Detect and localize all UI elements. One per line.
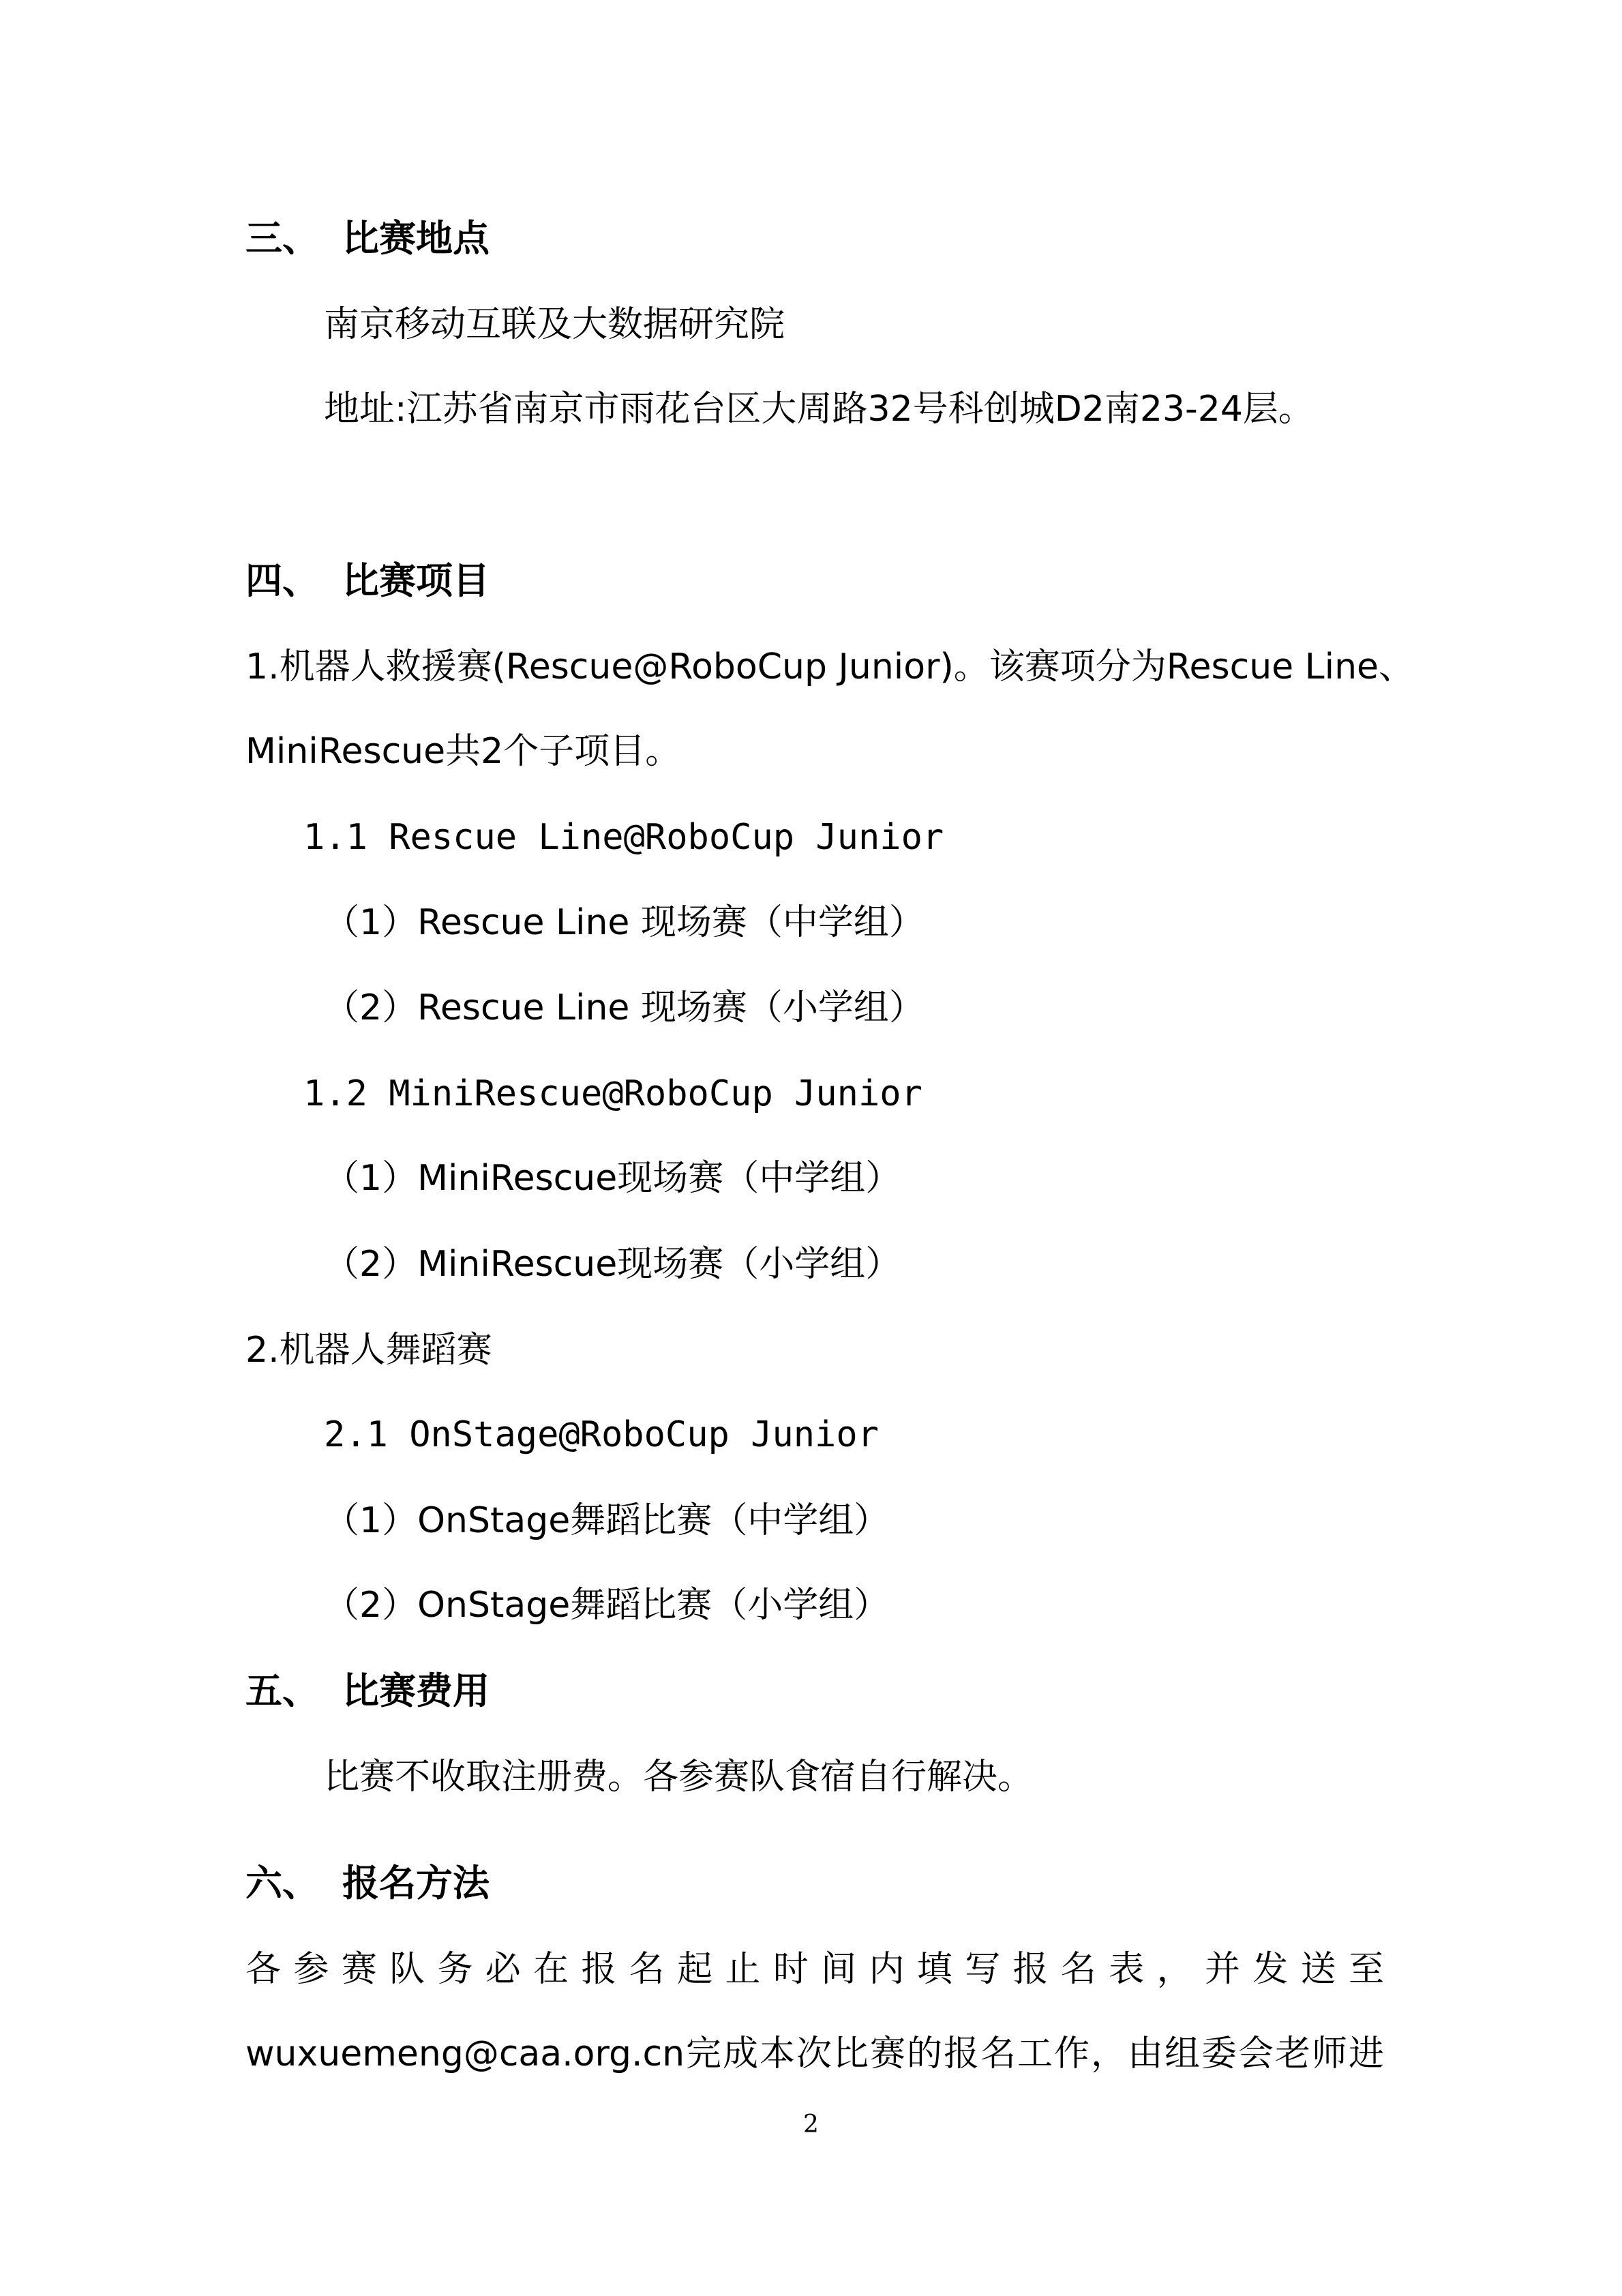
- section-4-heading: [245, 559, 490, 603]
- subitem-1-2: 1.2 MiniRescue@RoboCup Junior: [303, 1073, 922, 1114]
- item-1-line-2: MiniRescue共2个子项目。: [245, 731, 681, 772]
- section-3-title: 比赛地点: [342, 217, 490, 260]
- section-6-heading: [245, 1862, 490, 1905]
- page-number: 2: [803, 2111, 819, 2138]
- section-5-number: 五、: [245, 1669, 319, 1712]
- venue-name: 南京移动互联及大数据研究院: [324, 304, 785, 345]
- section-5-heading: [245, 1669, 490, 1713]
- subitem-1-1-b: （2）Rescue Line 现场赛（小学组）: [324, 987, 925, 1028]
- venue-address: 地址:江苏省南京市雨花台区大周路32号科创城D2南23-24层。: [324, 389, 1314, 430]
- registration-line-1: 各参赛队务必在报名起止时间内填写报名表，并发送至: [245, 1949, 1384, 1990]
- section-4-title: 比赛项目: [342, 559, 490, 602]
- section-5-title: 比赛费用: [342, 1669, 490, 1712]
- section-6-number: 六、: [245, 1862, 319, 1905]
- subitem-1-2-b: （2）MiniRescue现场赛（小学组）: [324, 1244, 901, 1285]
- fee-text: 比赛不收取注册费。各参赛队食宿自行解决。: [324, 1757, 1034, 1798]
- subitem-2-1-a: （1）OnStage舞蹈比赛（中学组）: [324, 1500, 890, 1541]
- section-6-title: 报名方法: [342, 1862, 490, 1905]
- section-3-number: 三、: [245, 217, 319, 260]
- subitem-1-1-a: （1）Rescue Line 现场赛（中学组）: [324, 902, 925, 943]
- subitem-1-2-a: （1）MiniRescue现场赛（中学组）: [324, 1158, 901, 1199]
- item-1-line-1: 1.机器人救援赛(Rescue@RoboCup Junior)。该赛项分为Rescue Line、: [245, 646, 1415, 687]
- subitem-1-1: 1.1 Rescue Line@RoboCup Junior: [303, 817, 944, 858]
- registration-line-2: wuxuemeng@caa.org.cn完成本次比赛的报名工作，由组委会老师进: [245, 2033, 1384, 2074]
- item-2: 2.机器人舞蹈赛: [245, 1330, 492, 1371]
- section-4-number: 四、: [245, 559, 319, 602]
- subitem-2-1-b: （2）OnStage舞蹈比赛（小学组）: [324, 1585, 890, 1626]
- subitem-2-1: 2.1 OnStage@RoboCup Junior: [324, 1414, 879, 1455]
- section-3-heading: [245, 217, 490, 260]
